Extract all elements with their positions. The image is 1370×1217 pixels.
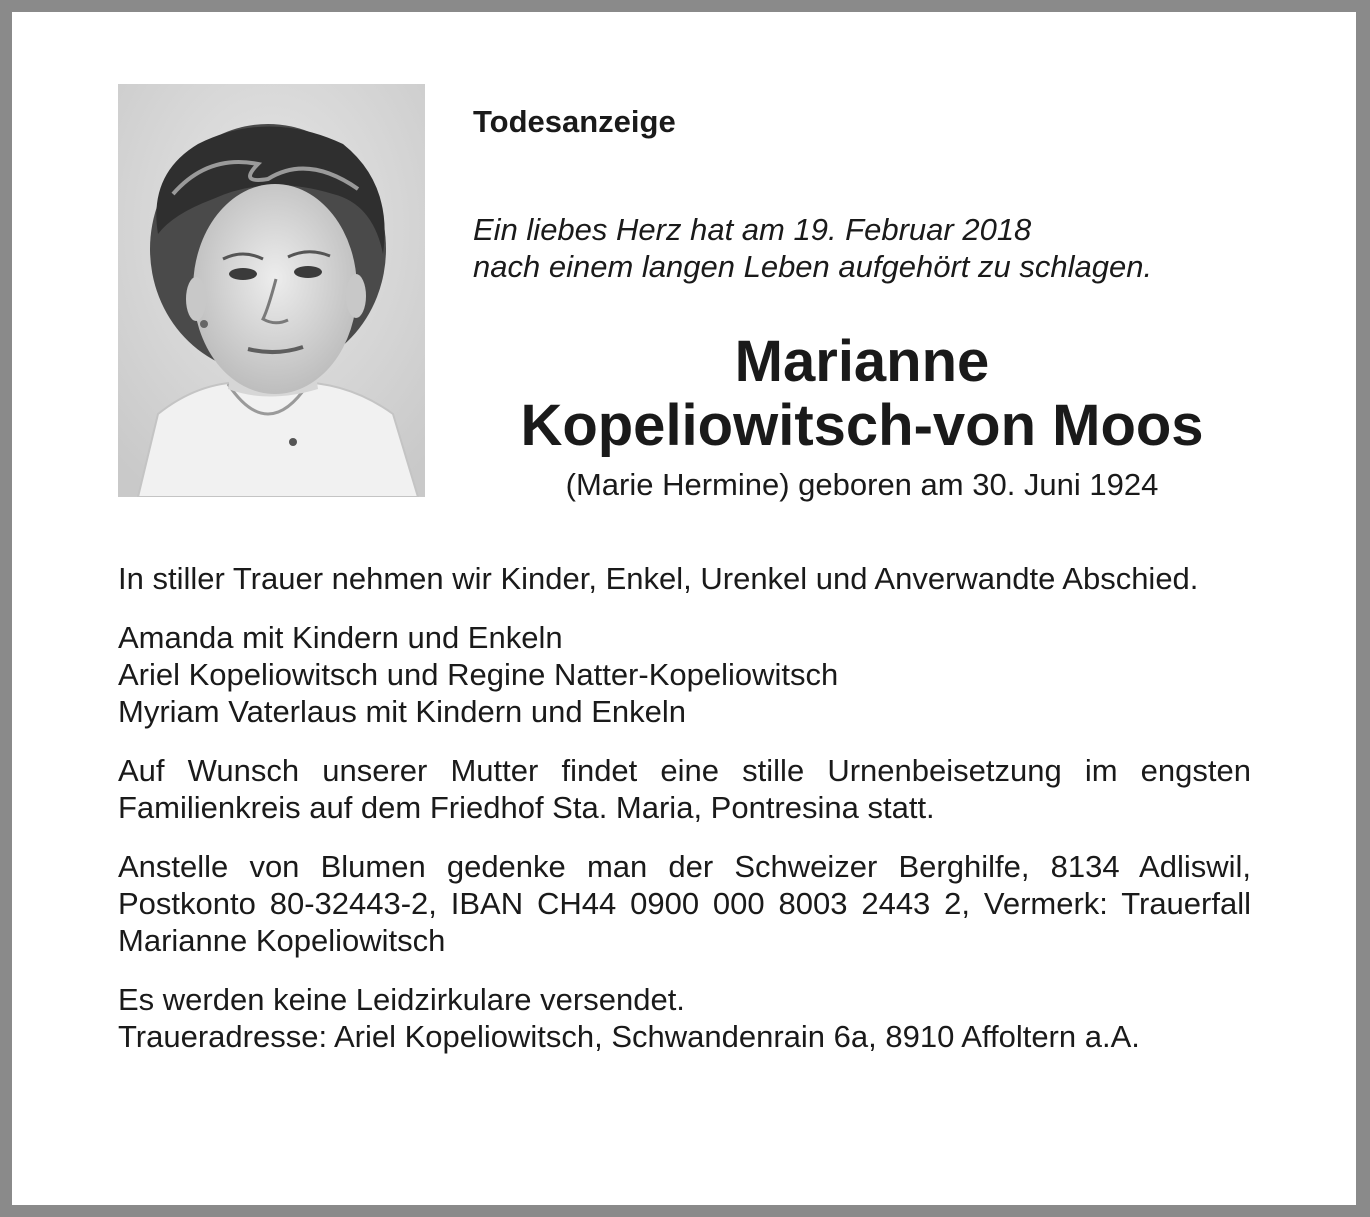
- mourning-paragraph: In stiller Trauer nehmen wir Kinder, Enkel, Urenkel und Anverwandte Abschied.: [118, 561, 1199, 596]
- donation-paragraph: Anstelle von Blumen gedenke man der Schweizer Berghilfe, 8134 Adliswil, Postkonto 80-32443-2, IBAN CH44 0900 000 8003 2443 2, Vermerk: Trauerfall Marianne Kopeliowitsch: [118, 849, 1251, 958]
- family-list: [118, 619, 1251, 730]
- intro-line-1: Ein liebes Herz hat am 19. Februar 2018: [473, 212, 1032, 247]
- obituary-sheet: [12, 12, 1356, 1205]
- portrait-photo: [118, 84, 425, 497]
- closing-paragraph: [118, 981, 1251, 1055]
- deceased-name: [462, 330, 1262, 458]
- family-member: Myriam Vaterlaus mit Kindern und Enkeln: [118, 694, 687, 729]
- deceased-first-name: Marianne: [734, 329, 990, 394]
- intro-text: [473, 211, 1273, 285]
- burial-paragraph: Auf Wunsch unserer Mutter findet eine stille Urnenbeisetzung im engsten Familienkreis auf dem Friedhof Sta. Maria, Pontresina statt.: [118, 753, 1251, 825]
- deceased-surname: Kopeliowitsch-von Moos: [520, 393, 1204, 458]
- birth-info: (Marie Hermine) geboren am 30. Juni 1924: [565, 467, 1159, 502]
- closing-line-1: Es werden keine Leidzirkulare versendet.: [118, 982, 685, 1017]
- mourning-address: Traueradresse: Ariel Kopeliowitsch, Schwandenrain 6a, 8910 Affoltern a.A.: [118, 1019, 1140, 1054]
- notice-kicker: Todesanzeige: [473, 104, 676, 139]
- notice-body: [118, 560, 1251, 1077]
- intro-line-2: nach einem langen Leben aufgehört zu schlagen.: [473, 249, 1153, 284]
- family-member: Amanda mit Kindern und Enkeln: [118, 620, 563, 655]
- family-member: Ariel Kopeliowitsch und Regine Natter-Kopeliowitsch: [118, 657, 839, 692]
